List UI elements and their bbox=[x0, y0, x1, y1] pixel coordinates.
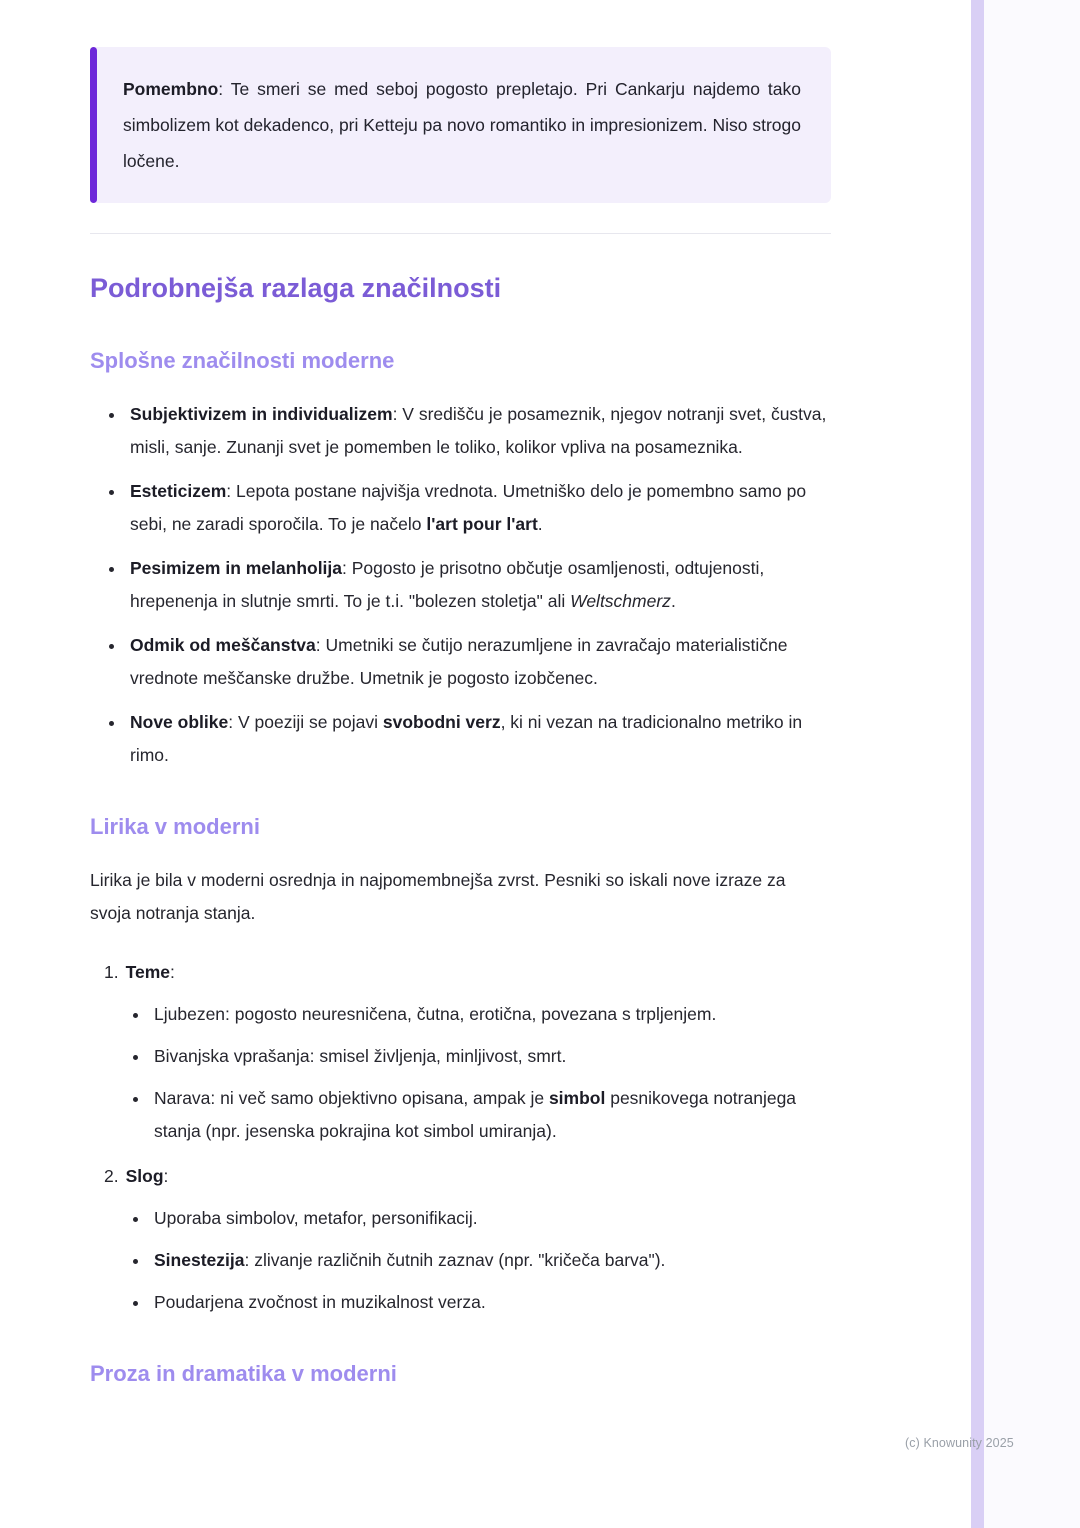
item-number: 1. bbox=[104, 962, 119, 982]
list-item bbox=[150, 1244, 831, 1277]
text-segment: Slog bbox=[125, 1166, 164, 1186]
page-title: Podrobnejša razlaga značilnosti bbox=[90, 273, 502, 303]
lyric-intro-paragraph: Lirika je bila v moderni osrednja in najpomembnejša zvrst. Pesniki so iskali nove izraze za svoja notranja stanja. bbox=[90, 870, 786, 923]
text-segment: Sinestezija bbox=[154, 1250, 245, 1270]
lyric-numbered-list bbox=[90, 956, 831, 1319]
list-item bbox=[126, 475, 831, 541]
text-segment: : zlivanje različnih čutnih zaznav (npr. "kričeča barva"). bbox=[244, 1250, 666, 1270]
text-segment: Uporaba simbolov, metafor, personifikacij. bbox=[154, 1208, 478, 1228]
callout-accent-bar bbox=[90, 47, 97, 203]
text-segment: Nove oblike bbox=[130, 712, 229, 732]
text-segment: . bbox=[670, 591, 676, 611]
list-item bbox=[126, 552, 831, 618]
list-item bbox=[150, 1202, 831, 1235]
text-segment: Poudarjena zvočnost in muzikalnost verza. bbox=[154, 1292, 486, 1312]
footer-credit: (c) Knowunity 2025 bbox=[905, 1436, 1014, 1450]
numbered-item bbox=[104, 1160, 831, 1319]
list-item bbox=[126, 706, 831, 772]
text-segment: : Pogosto je prisotno občutje osamljenosti, odtujenosti, hrepenenja in slutnje smrti. To je t.i. "bolezen stoletja" ali bbox=[130, 558, 765, 611]
text-segment: Teme bbox=[125, 962, 171, 982]
text-segment: : Umetniki se čutijo nerazumljene in zavračajo materialistične vrednote meščanske družbe. Umetnik je pogosto izobčenec. bbox=[130, 635, 788, 688]
text-segment: , ki ni vezan na tradicionalno metriko in rimo. bbox=[130, 712, 803, 765]
text-segment: : V središču je posameznik, njegov notranji svet, čustva, misli, sanje. Zunanji svet je pomemben le toliko, kolikor vpliva na posameznika. bbox=[130, 404, 827, 457]
text-segment: Odmik od meščanstva bbox=[130, 635, 316, 655]
list-item bbox=[150, 1040, 831, 1073]
text-segment: Weltschmerz bbox=[570, 591, 671, 611]
text-segment: svobodni verz bbox=[382, 712, 501, 732]
text-segment: : Te smeri se med seboj pogosto prepletajo. Pri Cankarju najdemo tako simbolizem kot dekadenco, pri Ketteju pa novo romantiko in impresionizem. Niso strogo ločene. bbox=[123, 79, 801, 171]
text-segment: : Lepota postane najvišja vrednota. Umetniško delo je pomembno samo po sebi, ne zaradi sporočila. To je načelo bbox=[130, 481, 807, 534]
text-segment: Pomembno bbox=[123, 79, 219, 99]
text-segment: : V poeziji se pojavi bbox=[228, 712, 383, 732]
text-segment: Subjektivizem in individualizem bbox=[130, 404, 393, 424]
text-segment: : bbox=[163, 1166, 169, 1186]
text-segment: simbol bbox=[548, 1088, 606, 1108]
list-item bbox=[150, 1082, 831, 1148]
item-number: 2. bbox=[104, 1166, 119, 1186]
section-title-general: Splošne značilnosti moderne bbox=[90, 348, 395, 373]
list-item bbox=[126, 398, 831, 464]
text-segment: Ljubezen: pogosto neuresničena, čutna, erotična, povezana s trpljenjem. bbox=[154, 1004, 717, 1024]
item-label-text bbox=[126, 962, 175, 982]
text-segment: Pesimizem in melanholija bbox=[130, 558, 343, 578]
general-features-list bbox=[90, 398, 831, 772]
section-divider bbox=[90, 233, 831, 234]
numbered-item-label bbox=[104, 956, 831, 989]
text-segment: . bbox=[537, 514, 543, 534]
text-segment: pesnikovega notranjega stanja (npr. jesenska pokrajina kot simbol umiranja). bbox=[154, 1088, 797, 1141]
text-segment: Narava: ni več samo objektivno opisana, ampak je bbox=[154, 1088, 549, 1108]
callout-text bbox=[123, 71, 801, 179]
text-segment: : bbox=[170, 962, 175, 982]
important-callout bbox=[90, 47, 831, 203]
page-right-margin bbox=[984, 0, 1080, 1528]
style-sublist bbox=[104, 1202, 831, 1319]
section-title-lyric: Lirika v moderni bbox=[90, 814, 260, 839]
list-item bbox=[150, 1286, 831, 1319]
document-content bbox=[90, 0, 831, 1389]
list-item bbox=[126, 629, 831, 695]
themes-sublist bbox=[104, 998, 831, 1148]
item-label-text bbox=[126, 1166, 169, 1186]
text-segment: Esteticizem bbox=[130, 481, 227, 501]
numbered-item-label bbox=[104, 1160, 831, 1193]
page-edge-strip bbox=[971, 0, 984, 1528]
section-title-prose: Proza in dramatika v moderni bbox=[90, 1361, 397, 1386]
numbered-item bbox=[104, 956, 831, 1148]
text-segment: Bivanjska vprašanja: smisel življenja, minljivost, smrt. bbox=[154, 1046, 567, 1066]
text-segment: l'art pour l'art bbox=[426, 514, 538, 534]
list-item bbox=[150, 998, 831, 1031]
